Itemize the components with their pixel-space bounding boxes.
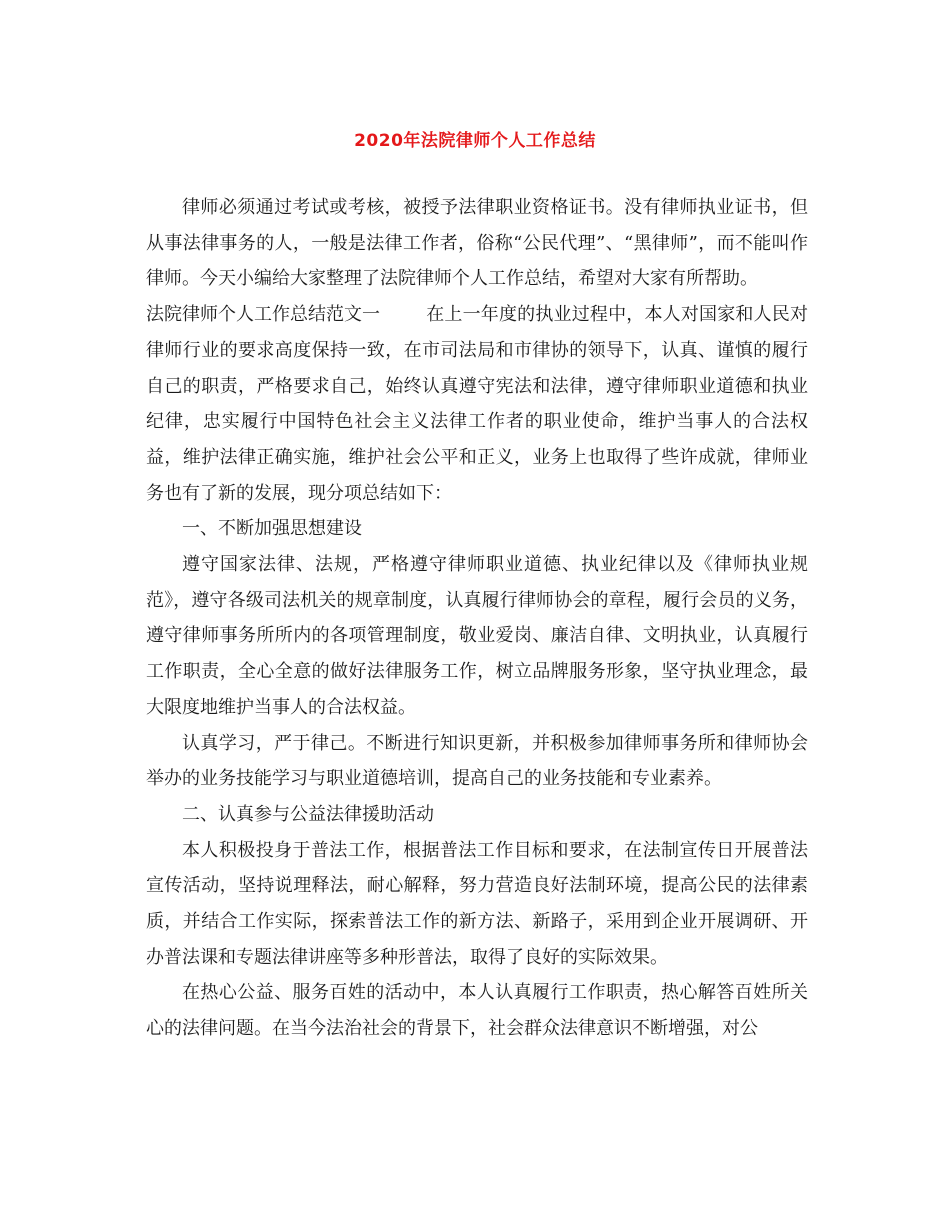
section-1-paragraph-2: 认真学习，严于律己。不断进行知识更新，并积极参加律师事务所和律师协会举办的业务技能学习与职业道德培训，提高自己的业务技能和专业素养。 bbox=[146, 732, 808, 790]
section-2-heading: 二、认真参与公益法律援助活动 bbox=[182, 803, 434, 825]
example-paragraph bbox=[146, 297, 808, 511]
section-1-heading: 一、不断加强思想建设 bbox=[182, 518, 362, 540]
example-body: 在上一年度的执业过程中，本人对国家和人民对律师行业的要求高度保持一致，在市司法局和市律协的领导下，认真、谨慎的履行自己的职责，严格要求自己，始终认真遵守宪法和法律，遵守律师职业道德和执业纪律，忠实履行中国特色社会主义法律工作者的职业使命，维护当事人的合法权益，维护法律正确实施，维护社会公平和正义，业务上也取得了些许成就，律师业务也有了新的发展，现分项总结如下： bbox=[146, 304, 808, 504]
section-1-paragraph-1: 遵守国家法律、法规，严格遵守律师职业道德、执业纪律以及《律师执业规范》，遵守各级司法机关的规章制度，认真履行律师协会的章程，履行会员的义务，遵守律师事务所所内的各项管理制度，敬业爱岗、廉洁自律、文明执业，认真履行工作职责，全心全意的做好法律服务工作，树立品牌服务形象，坚守执业理念，最大限度地维护当事人的合法权益。 bbox=[146, 554, 808, 718]
example-label: 法院律师个人工作总结范文一 bbox=[146, 304, 380, 326]
document-title: 2020年法院律师个人工作总结 bbox=[354, 131, 596, 151]
section-2-paragraph-2: 在热心公益、服务百姓的活动中，本人认真履行工作职责，热心解答百姓所关心的法律问题。在当今法治社会的背景下，社会群众法律意识不断增强，对公 bbox=[146, 982, 808, 1040]
section-2-paragraph-1: 本人积极投身于普法工作，根据普法工作目标和要求，在法制宣传日开展普法宣传活动，坚持说理释法，耐心解释，努力营造良好法制环境，提高公民的法律素质，并结合工作实际，探索普法工作的新方法、新路子，采用到企业开展调研、开办普法课和专题法律讲座等多种形普法，取得了良好的实际效果。 bbox=[146, 839, 808, 968]
intro-paragraph: 律师必须通过考试或考核，被授予法律职业资格证书。没有律师执业证书，但从事法律事务的人，一般是法律工作者，俗称“公民代理”、“黑律师”，而不能叫作律师。今天小编给大家整理了法院律师个人工作总结，希望对大家有所帮助。 bbox=[146, 197, 808, 290]
document-body bbox=[146, 190, 808, 1047]
